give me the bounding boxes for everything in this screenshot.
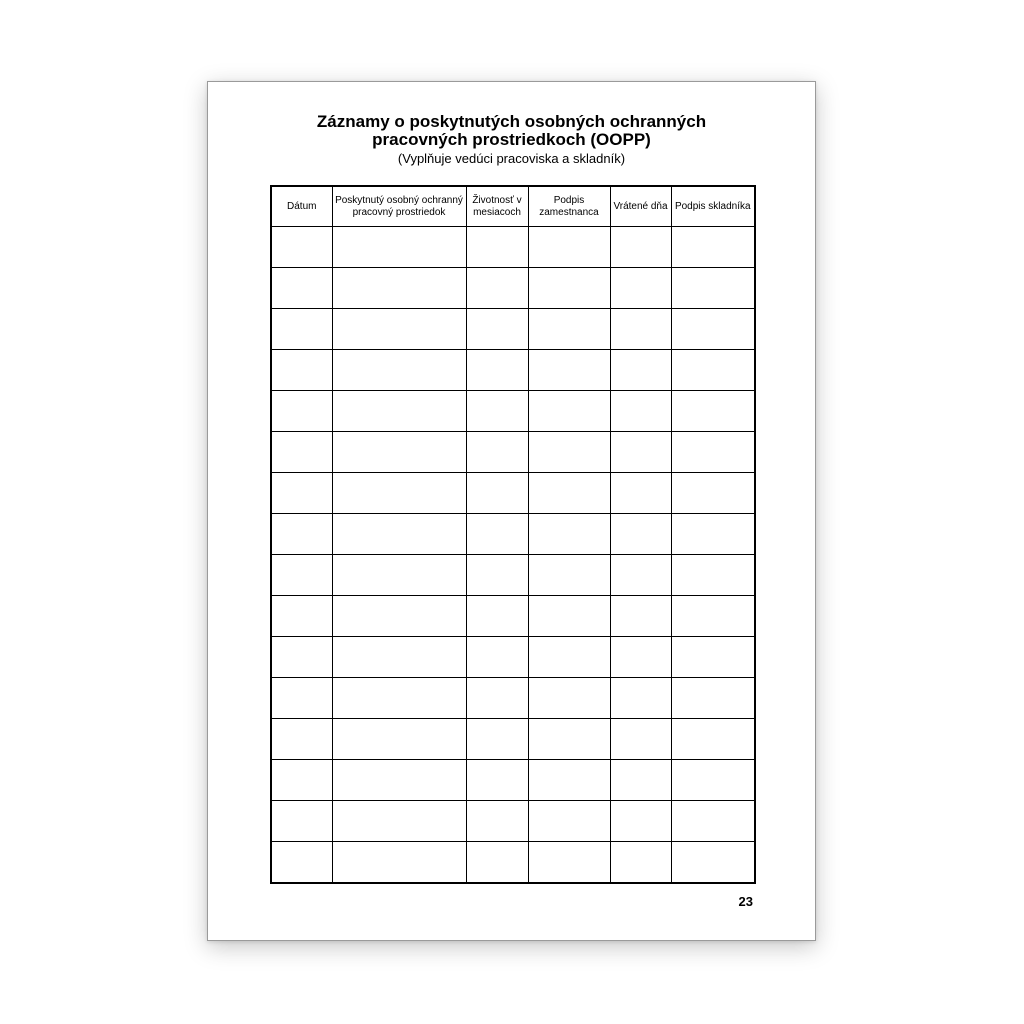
equipment-cell — [332, 473, 466, 514]
storekeeper-signature-cell — [671, 309, 755, 350]
storekeeper-signature-cell — [671, 473, 755, 514]
lifespan-cell — [466, 678, 528, 719]
storekeeper-signature-cell — [671, 227, 755, 268]
employee-signature-cell — [528, 473, 610, 514]
equipment-cell — [332, 514, 466, 555]
returned-date-cell — [610, 801, 671, 842]
date-cell — [271, 268, 332, 309]
storekeeper-signature-cell — [671, 391, 755, 432]
date-cell — [271, 227, 332, 268]
header-employee-signature: Podpis zamestnanca — [528, 186, 610, 227]
header-lifespan-months: Životnosť v mesiacoch — [466, 186, 528, 227]
employee-signature-cell — [528, 842, 610, 884]
equipment-cell — [332, 227, 466, 268]
date-cell — [271, 760, 332, 801]
header-protective-equipment: Poskytnutý osobný ochranný pracovný prostriedok — [332, 186, 466, 227]
equipment-cell — [332, 842, 466, 884]
employee-signature-cell — [528, 801, 610, 842]
header-returned-date: Vrátené dňa — [610, 186, 671, 227]
storekeeper-signature-cell — [671, 760, 755, 801]
employee-signature-cell — [528, 514, 610, 555]
employee-signature-cell — [528, 350, 610, 391]
lifespan-cell — [466, 555, 528, 596]
page-number: 23 — [738, 894, 753, 909]
table-row — [271, 514, 755, 555]
returned-date-cell — [610, 473, 671, 514]
storekeeper-signature-cell — [671, 268, 755, 309]
employee-signature-cell — [528, 227, 610, 268]
table-row — [271, 309, 755, 350]
returned-date-cell — [610, 596, 671, 637]
lifespan-cell — [466, 596, 528, 637]
oopp-record-table — [270, 185, 756, 884]
table-body — [271, 227, 755, 884]
storekeeper-signature-cell — [671, 719, 755, 760]
table-row — [271, 842, 755, 884]
storekeeper-signature-cell — [671, 350, 755, 391]
title-line-1: Záznamy o poskytnutých osobných ochranných — [316, 112, 707, 131]
equipment-cell — [332, 801, 466, 842]
returned-date-cell — [610, 391, 671, 432]
date-cell — [271, 309, 332, 350]
table-row — [271, 268, 755, 309]
lifespan-cell — [466, 514, 528, 555]
date-cell — [271, 678, 332, 719]
equipment-cell — [332, 596, 466, 637]
date-cell — [271, 391, 332, 432]
employee-signature-cell — [528, 432, 610, 473]
lifespan-cell — [466, 432, 528, 473]
lifespan-cell — [466, 760, 528, 801]
table-row — [271, 760, 755, 801]
returned-date-cell — [610, 432, 671, 473]
equipment-cell — [332, 678, 466, 719]
returned-date-cell — [610, 555, 671, 596]
equipment-cell — [332, 268, 466, 309]
table-row — [271, 473, 755, 514]
lifespan-cell — [466, 842, 528, 884]
lifespan-cell — [466, 801, 528, 842]
date-cell — [271, 473, 332, 514]
lifespan-cell — [466, 719, 528, 760]
date-cell — [271, 719, 332, 760]
returned-date-cell — [610, 719, 671, 760]
employee-signature-cell — [528, 719, 610, 760]
page-subtitle: (Vyplňuje vedúci pracoviska a skladník) — [397, 151, 626, 166]
employee-signature-cell — [528, 678, 610, 719]
lifespan-cell — [466, 268, 528, 309]
returned-date-cell — [610, 637, 671, 678]
page-title — [208, 113, 815, 149]
equipment-cell — [332, 555, 466, 596]
date-cell — [271, 555, 332, 596]
table-row — [271, 678, 755, 719]
table-row — [271, 637, 755, 678]
title-line-2: pracovných prostriedkoch (OOPP) — [372, 130, 651, 149]
returned-date-cell — [610, 760, 671, 801]
table-header-row — [271, 186, 755, 227]
equipment-cell — [332, 350, 466, 391]
header-storekeeper-signature: Podpis skladníka — [671, 186, 755, 227]
employee-signature-cell — [528, 391, 610, 432]
storekeeper-signature-cell — [671, 555, 755, 596]
storekeeper-signature-cell — [671, 514, 755, 555]
equipment-cell — [332, 760, 466, 801]
table-row — [271, 555, 755, 596]
equipment-cell — [332, 432, 466, 473]
storekeeper-signature-cell — [671, 637, 755, 678]
returned-date-cell — [610, 227, 671, 268]
lifespan-cell — [466, 309, 528, 350]
date-cell — [271, 514, 332, 555]
returned-date-cell — [610, 268, 671, 309]
table-row — [271, 801, 755, 842]
date-cell — [271, 842, 332, 884]
equipment-cell — [332, 391, 466, 432]
equipment-cell — [332, 637, 466, 678]
returned-date-cell — [610, 309, 671, 350]
lifespan-cell — [466, 637, 528, 678]
lifespan-cell — [466, 350, 528, 391]
storekeeper-signature-cell — [671, 678, 755, 719]
returned-date-cell — [610, 514, 671, 555]
employee-signature-cell — [528, 760, 610, 801]
table-row — [271, 391, 755, 432]
equipment-cell — [332, 719, 466, 760]
returned-date-cell — [610, 350, 671, 391]
lifespan-cell — [466, 227, 528, 268]
date-cell — [271, 637, 332, 678]
date-cell — [271, 350, 332, 391]
storekeeper-signature-cell — [671, 596, 755, 637]
employee-signature-cell — [528, 596, 610, 637]
date-cell — [271, 432, 332, 473]
document-page — [207, 81, 816, 941]
lifespan-cell — [466, 473, 528, 514]
storekeeper-signature-cell — [671, 842, 755, 884]
date-cell — [271, 596, 332, 637]
employee-signature-cell — [528, 268, 610, 309]
employee-signature-cell — [528, 309, 610, 350]
table-row — [271, 350, 755, 391]
date-cell — [271, 801, 332, 842]
table-row — [271, 596, 755, 637]
table-row — [271, 227, 755, 268]
lifespan-cell — [466, 391, 528, 432]
header-date: Dátum — [271, 186, 332, 227]
returned-date-cell — [610, 678, 671, 719]
storekeeper-signature-cell — [671, 801, 755, 842]
table-row — [271, 719, 755, 760]
storekeeper-signature-cell — [671, 432, 755, 473]
employee-signature-cell — [528, 637, 610, 678]
table-row — [271, 432, 755, 473]
employee-signature-cell — [528, 555, 610, 596]
equipment-cell — [332, 309, 466, 350]
returned-date-cell — [610, 842, 671, 884]
